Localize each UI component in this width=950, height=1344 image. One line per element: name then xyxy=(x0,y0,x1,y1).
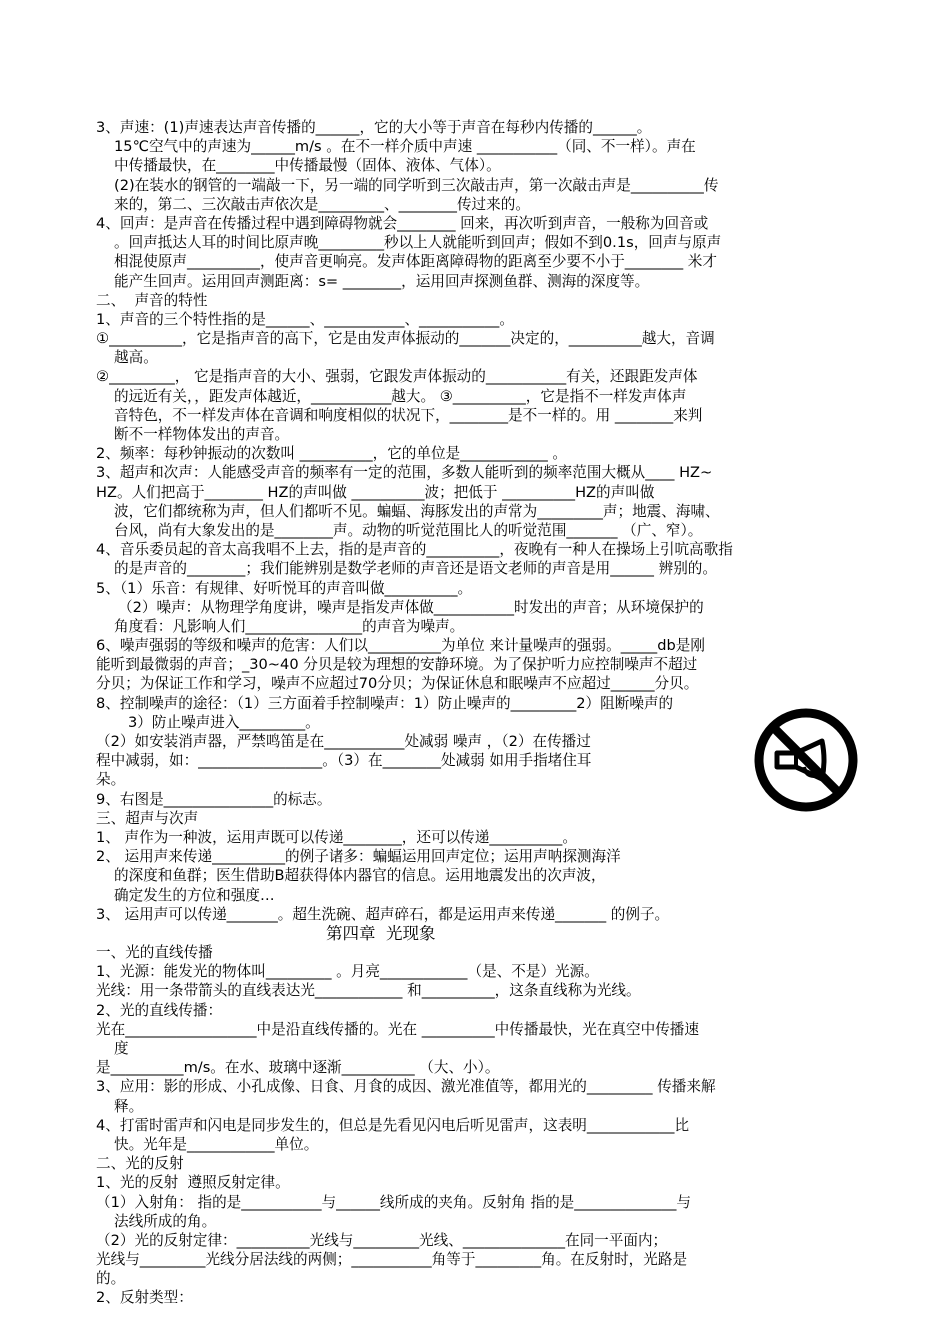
text-line: 8、控制噪声的途径：（1）三方面着手控制噪声：1）防止噪声的_________2）阻断噪声的 xyxy=(96,694,674,712)
text-line: 确定发生的方位和强度… xyxy=(114,886,275,904)
text-line: HZ。人们把高于________ HZ的声叫做 __________波；把低于 __________HZ的声叫做 xyxy=(96,483,655,501)
text-line: 5、（1）乐音：有规律、好听悦耳的声音叫做__________。 xyxy=(96,579,473,597)
text-line: 的远近有关，，距发声体越近，___________越大。 ③__________，它是指不一样发声体声 xyxy=(114,387,687,405)
chapter-title: 第四章 光现象 xyxy=(326,923,436,943)
text-line: 1、声音的三个特性指的是______、___________、___________。 xyxy=(96,310,514,328)
text-line: 光线与_________光线分居法线的两侧；___________角等于_________角。在反射时，光路是 xyxy=(96,1251,688,1269)
text-line: 法线所成的角。 xyxy=(114,1212,217,1230)
text-line: 15℃空气中的声速为______m/s 。在不一样介质中声速 ___________（同、不一样）。声在 xyxy=(114,138,696,156)
section-heading: 三、超声与次声 xyxy=(96,809,199,827)
section-heading: 一、光的直线传播 xyxy=(96,944,213,962)
text-line: 1、 声作为一种波，运用声既可以传递________，还可以传递__________。 xyxy=(96,828,577,846)
text-line: 3）防止噪声进入_________。 xyxy=(128,713,320,731)
text-line: 光线：用一条带箭头的直线表达光____________ 和__________，这条直线称为光线。 xyxy=(96,982,641,1000)
text-line: 相混使原声__________，使声音更响亮。发声体距离障碍物的距离至少要不小于________ 米才 xyxy=(114,253,717,271)
text-line: （1）入射角： 指的是___________与______线所成的夹角。反射角 指的是______________与 xyxy=(96,1193,692,1211)
no-horn-icon xyxy=(752,706,860,814)
text-line: 波，它们都统称为声，但人们都听不见。蝙蝠、海豚发出的声常为_________声；地震、海啸、 xyxy=(114,502,720,520)
text-line: 3、 运用声可以传递_______。超生洗碗、超声碎石，都是运用声来传递_______ 的例子。 xyxy=(96,905,670,923)
text-line: （2）如安装消声器，严禁鸣笛是在___________处减弱 噪声 ，（2）在传播过 xyxy=(96,733,591,750)
text-line: 越高。 xyxy=(114,349,158,367)
text-line: 程中减弱，如：_________________。（3）在________处减弱 如用手指堵住耳 xyxy=(96,752,592,770)
text-line: 台风，尚有大象发出的是________声。动物的听觉范围比人的听觉范围_______ （广、窄）。 xyxy=(114,521,703,539)
text-line: 2、光的直线传播： xyxy=(96,1001,223,1019)
text-line: 2、 运用声来传递__________的例子诸多：蝙蝠运用回声定位；运用声呐探测海洋 xyxy=(96,848,621,866)
text-line: 。回声抵达人耳的时间比原声晚_________秒以上人就能听到回声；假如不到0.1s，回声与原声 xyxy=(114,234,722,252)
text-line: 度 xyxy=(114,1040,129,1057)
text-line: 释。 xyxy=(114,1097,144,1115)
text-line: 9、右图是_______________的标志。 xyxy=(96,790,332,808)
text-line: 能产生回声。运用回声测距离：s= ________，运用回声探测鱼群、测海的深度等。 xyxy=(114,272,650,290)
text-line: 4、回声：是声音在传播过程中遇到障碍物就会________ 回来，再次听到声音，一般称为回音或 xyxy=(96,214,709,232)
text-line: 3、应用：影的形成、小孔成像、日食、月食的成因、激光准值等，都用光的_________ 传播来解 xyxy=(96,1078,716,1096)
text-line: （2）光的反射定律：__________光线与_________光线、______________在同一平面内； xyxy=(96,1231,668,1249)
text-line: 中传播最快，在________中传播最慢（固体、液体、气体）。 xyxy=(114,157,501,175)
section-heading: 二、光的反射 xyxy=(96,1155,184,1173)
text-line: 1、光源：能发光的物体叫_________ 。月亮____________（是、不是）光源。 xyxy=(96,963,599,981)
text-line: 朵。 xyxy=(96,771,126,789)
text-line: 光在__________________中是沿直线传播的。光在 __________中传播最快，光在真空中传播速 xyxy=(96,1020,699,1038)
text-line: 分贝；为保证工作和学习，噪声不应超过70分贝；为保证休息和眠噪声不应超过______分贝。 xyxy=(96,675,699,693)
text-line: 4、打雷时雷声和闪电是同步发生的，但总是先看见闪电后听见雷声，这表明____________比 xyxy=(96,1116,690,1134)
worksheet-page xyxy=(96,118,856,1308)
text-line: 1、光的反射 遵照反射定律。 xyxy=(96,1174,290,1192)
text-line: 的。 xyxy=(96,1270,126,1288)
text-line: (2)在装水的钢管的一端敲一下，另一端的同学听到三次敲击声，第一次敲击声是__________传 xyxy=(114,176,719,194)
text-line: 的是声音的________；我们能辨别是数学老师的声音还是语文老师的声音是用______ 辨别的。 xyxy=(114,560,717,578)
text-line: 2、频率：每秒钟振动的次数叫 __________，它的单位是____________ 。 xyxy=(96,445,567,463)
text-line: 音特色，不一样发声体在音调和响度相似的状况下，________是不一样的。用 ________来判 xyxy=(114,406,703,424)
text-line: 的深度和鱼群；医生借助B超获得体内器官的信息。运用地震发出的次声波， xyxy=(114,867,606,885)
text-line: 3、声速：(1)声速表达声音传播的______，它的大小等于声音在每秒内传播的______。 xyxy=(96,119,652,136)
text-line: 能听到最微弱的声音；_30~40 分贝是较为理想的安静环境。为了保护听力应控制噪声不超过 xyxy=(96,656,698,674)
text-line: 6、噪声强弱的等级和噪声的危害：人们以__________为单位 来计量噪声的强弱。_____db是刚 xyxy=(96,637,705,655)
text-line: 4、音乐委员起的音太高我唱不上去，指的是声音的__________，夜晚有一种人在操场上引吭高歌指 xyxy=(96,541,733,559)
section-heading: 二、 声音的特性 xyxy=(96,291,208,309)
text-line: 快。光年是____________单位。 xyxy=(114,1135,319,1153)
text-line: 是__________m/s。在水、玻璃中逐渐__________ （大、小）。 xyxy=(96,1059,500,1077)
text-line: 2、反射类型： xyxy=(96,1289,193,1307)
text-line: 断不一样物体发出的声音。 xyxy=(114,426,290,443)
text-line: ①__________，它是指声音的高下，它是由发声体振动的_______决定的，__________越大，音调 xyxy=(96,330,715,348)
text-line: 3、超声和次声：人能感受声音的频率有一定的范围，多数人能听到的频率范围大概从____ HZ~ xyxy=(96,464,713,482)
text-line: 角度看：凡影响人们________________的声音为噪声。 xyxy=(114,617,465,635)
text-line: 来的，第二、三次敲击声依次是_________、________传过来的。 xyxy=(114,195,530,213)
text-line: ②_________， 它是指声音的大小、强弱，它跟发声体振动的___________有关，还跟距发声体 xyxy=(96,368,698,386)
text-line: （2）噪声：从物理学角度讲，噪声是指发声体做___________时发出的声音；从环境保护的 xyxy=(118,598,704,616)
